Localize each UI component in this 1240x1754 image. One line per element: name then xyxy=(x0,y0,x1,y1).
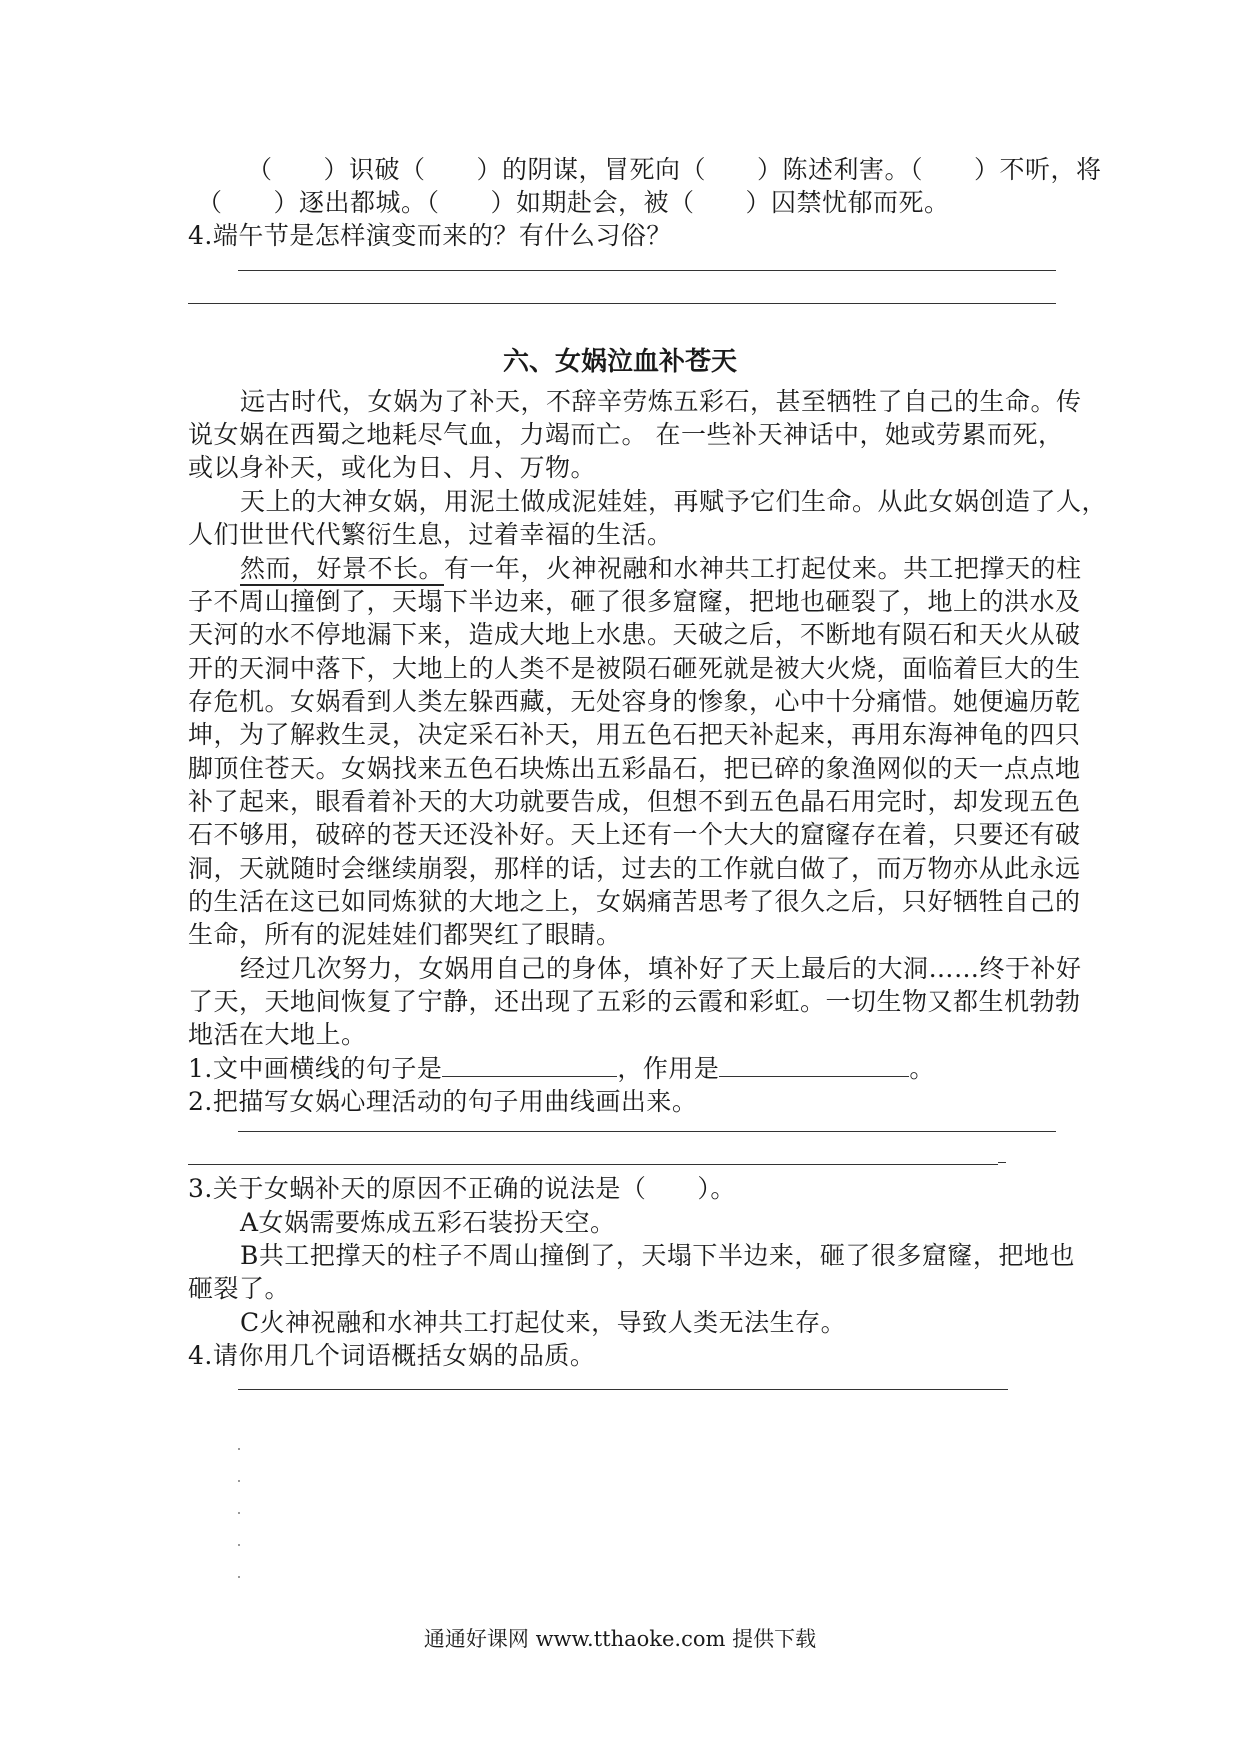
answer-blank-sentence[interactable] xyxy=(442,1052,617,1077)
paragraph-line: 脚顶住苍天。女娲找来五色石块炼出五彩晶石，把已碎的象渔网似的天一点点地 xyxy=(188,754,1081,783)
scan-dot xyxy=(238,1544,240,1546)
option-b: B共工把撑天的柱子不周山撞倒了，天塌下半边来，砸了很多窟窿，把地也 xyxy=(240,1241,1075,1270)
answer-line[interactable] xyxy=(238,1389,1008,1390)
question-1-text: 。 xyxy=(909,1054,935,1083)
answer-line xyxy=(238,270,1056,271)
paragraph-text: 有一年，火神祝融和水神共工打起仗来。共工把撑天的柱 xyxy=(444,554,1082,583)
fill-blank-line-2: （ ）逐出都城。（ ）如期赴会，被（ ）囚禁忧郁而死。 xyxy=(197,188,950,217)
paragraph-line: 天河的水不停地漏下来，造成大地上水患。天破之后，不断地有陨石和天火从破 xyxy=(188,620,1081,649)
paragraph-line: 说女娲在西蜀之地耗尽气血，力竭而亡。 在一些补天神话中，她或劳累而死， xyxy=(188,420,1064,449)
scan-dot xyxy=(238,1576,240,1578)
paragraph-line: 了天，天地间恢复了宁静，还出现了五彩的云霞和彩虹。一切生物又都生机勃勃 xyxy=(188,987,1081,1016)
paragraph-line: 天上的大神女娲，用泥土做成泥娃娃，再赋予它们生命。从此女娲创造了人， xyxy=(240,487,1108,516)
paragraph-line: 地活在大地上。 xyxy=(188,1020,367,1049)
option-b-continued: 砸裂了。 xyxy=(188,1274,291,1303)
question-2: 2.把描写女娲心理活动的句子用曲线画出来。 xyxy=(188,1087,698,1116)
question-1 xyxy=(188,1052,935,1086)
fill-blank-line-1: （ ）识破（ ）的阴谋，冒死向（ ）陈述利害。（ ）不听，将 xyxy=(247,155,1102,184)
scan-dot xyxy=(238,1512,240,1514)
paragraph-line: 远古时代，女娲为了补天，不辞辛劳炼五彩石，甚至牺牲了自己的生命。传 xyxy=(240,387,1082,416)
answer-blank-function[interactable] xyxy=(719,1052,909,1077)
option-a: A女娲需要炼成五彩石装扮天空。 xyxy=(240,1208,616,1237)
paragraph-line: 生命，所有的泥娃娃们都哭红了眼睛。 xyxy=(188,920,622,949)
paragraph-line: 石不够用，破碎的苍天还没补好。天上还有一个大大的窟窿存在着，只要还有破 xyxy=(188,820,1081,849)
footer-source: 通通好课网 www.tthaoke.com 提供下载 xyxy=(423,1627,817,1651)
answer-line-tick xyxy=(998,1162,1006,1163)
answer-line[interactable] xyxy=(238,1131,1056,1132)
question-1-text: 1.文中画横线的句子是 xyxy=(188,1054,443,1083)
scan-dot xyxy=(238,1480,240,1482)
section-title: 六、女娲泣血补苍天 xyxy=(502,347,737,377)
question-4-dragon-boat: 4.端午节是怎样演变而来的？有什么习俗？ xyxy=(188,221,672,250)
paragraph-line: 子不周山撞倒了，天塌下半边来，砸了很多窟窿，把地也砸裂了，地上的洪水及 xyxy=(188,587,1081,616)
paragraph-line: 洞，天就随时会继续崩裂，那样的话，过去的工作就白做了，而万物亦从此永远 xyxy=(188,854,1081,883)
answer-line xyxy=(188,303,1056,304)
paragraph-line: 开的天洞中落下，大地上的人类不是被陨石砸死就是被大火烧，面临着巨大的生 xyxy=(188,654,1081,683)
option-c: C火神祝融和水神共工打起仗来，导致人类无法生存。 xyxy=(240,1308,847,1337)
paragraph-line: 补了起来，眼看着补天的大功就要告成，但想不到五色晶石用完时，却发现五色 xyxy=(188,787,1081,816)
paragraph-line: 存危机。女娲看到人类左躲西藏，无处容身的惨象，心中十分痛惜。她便遍历乾 xyxy=(188,687,1081,716)
scan-dot xyxy=(238,1448,240,1450)
question-4-qualities: 4.请你用几个词语概括女娲的品质。 xyxy=(188,1341,596,1370)
paragraph-line: 经过几次努力，女娲用自己的身体，填补好了天上最后的大洞……终于补好 xyxy=(240,954,1082,983)
underlined-sentence: 然而，好景不长。 xyxy=(240,554,444,586)
paragraph-line: 人们世世代代繁衍生息，过着幸福的生活。 xyxy=(188,520,673,549)
paragraph-line: 的生活在这已如同炼狱的大地之上，女娲痛苦思考了很久之后，只好牺牲自己的 xyxy=(188,887,1081,916)
answer-line[interactable] xyxy=(188,1164,998,1165)
paragraph-line xyxy=(240,552,1082,586)
paragraph-line: 或以身补天，或化为日、月、万物。 xyxy=(188,453,597,482)
question-1-text: ，作用是 xyxy=(617,1054,720,1083)
paragraph-line: 坤，为了解救生灵，决定采石补天，用五色石把天补起来，再用东海神龟的四只 xyxy=(188,720,1081,749)
question-3: 3.关于女蜗补天的原因不正确的说法是（ ）。 xyxy=(188,1174,736,1203)
